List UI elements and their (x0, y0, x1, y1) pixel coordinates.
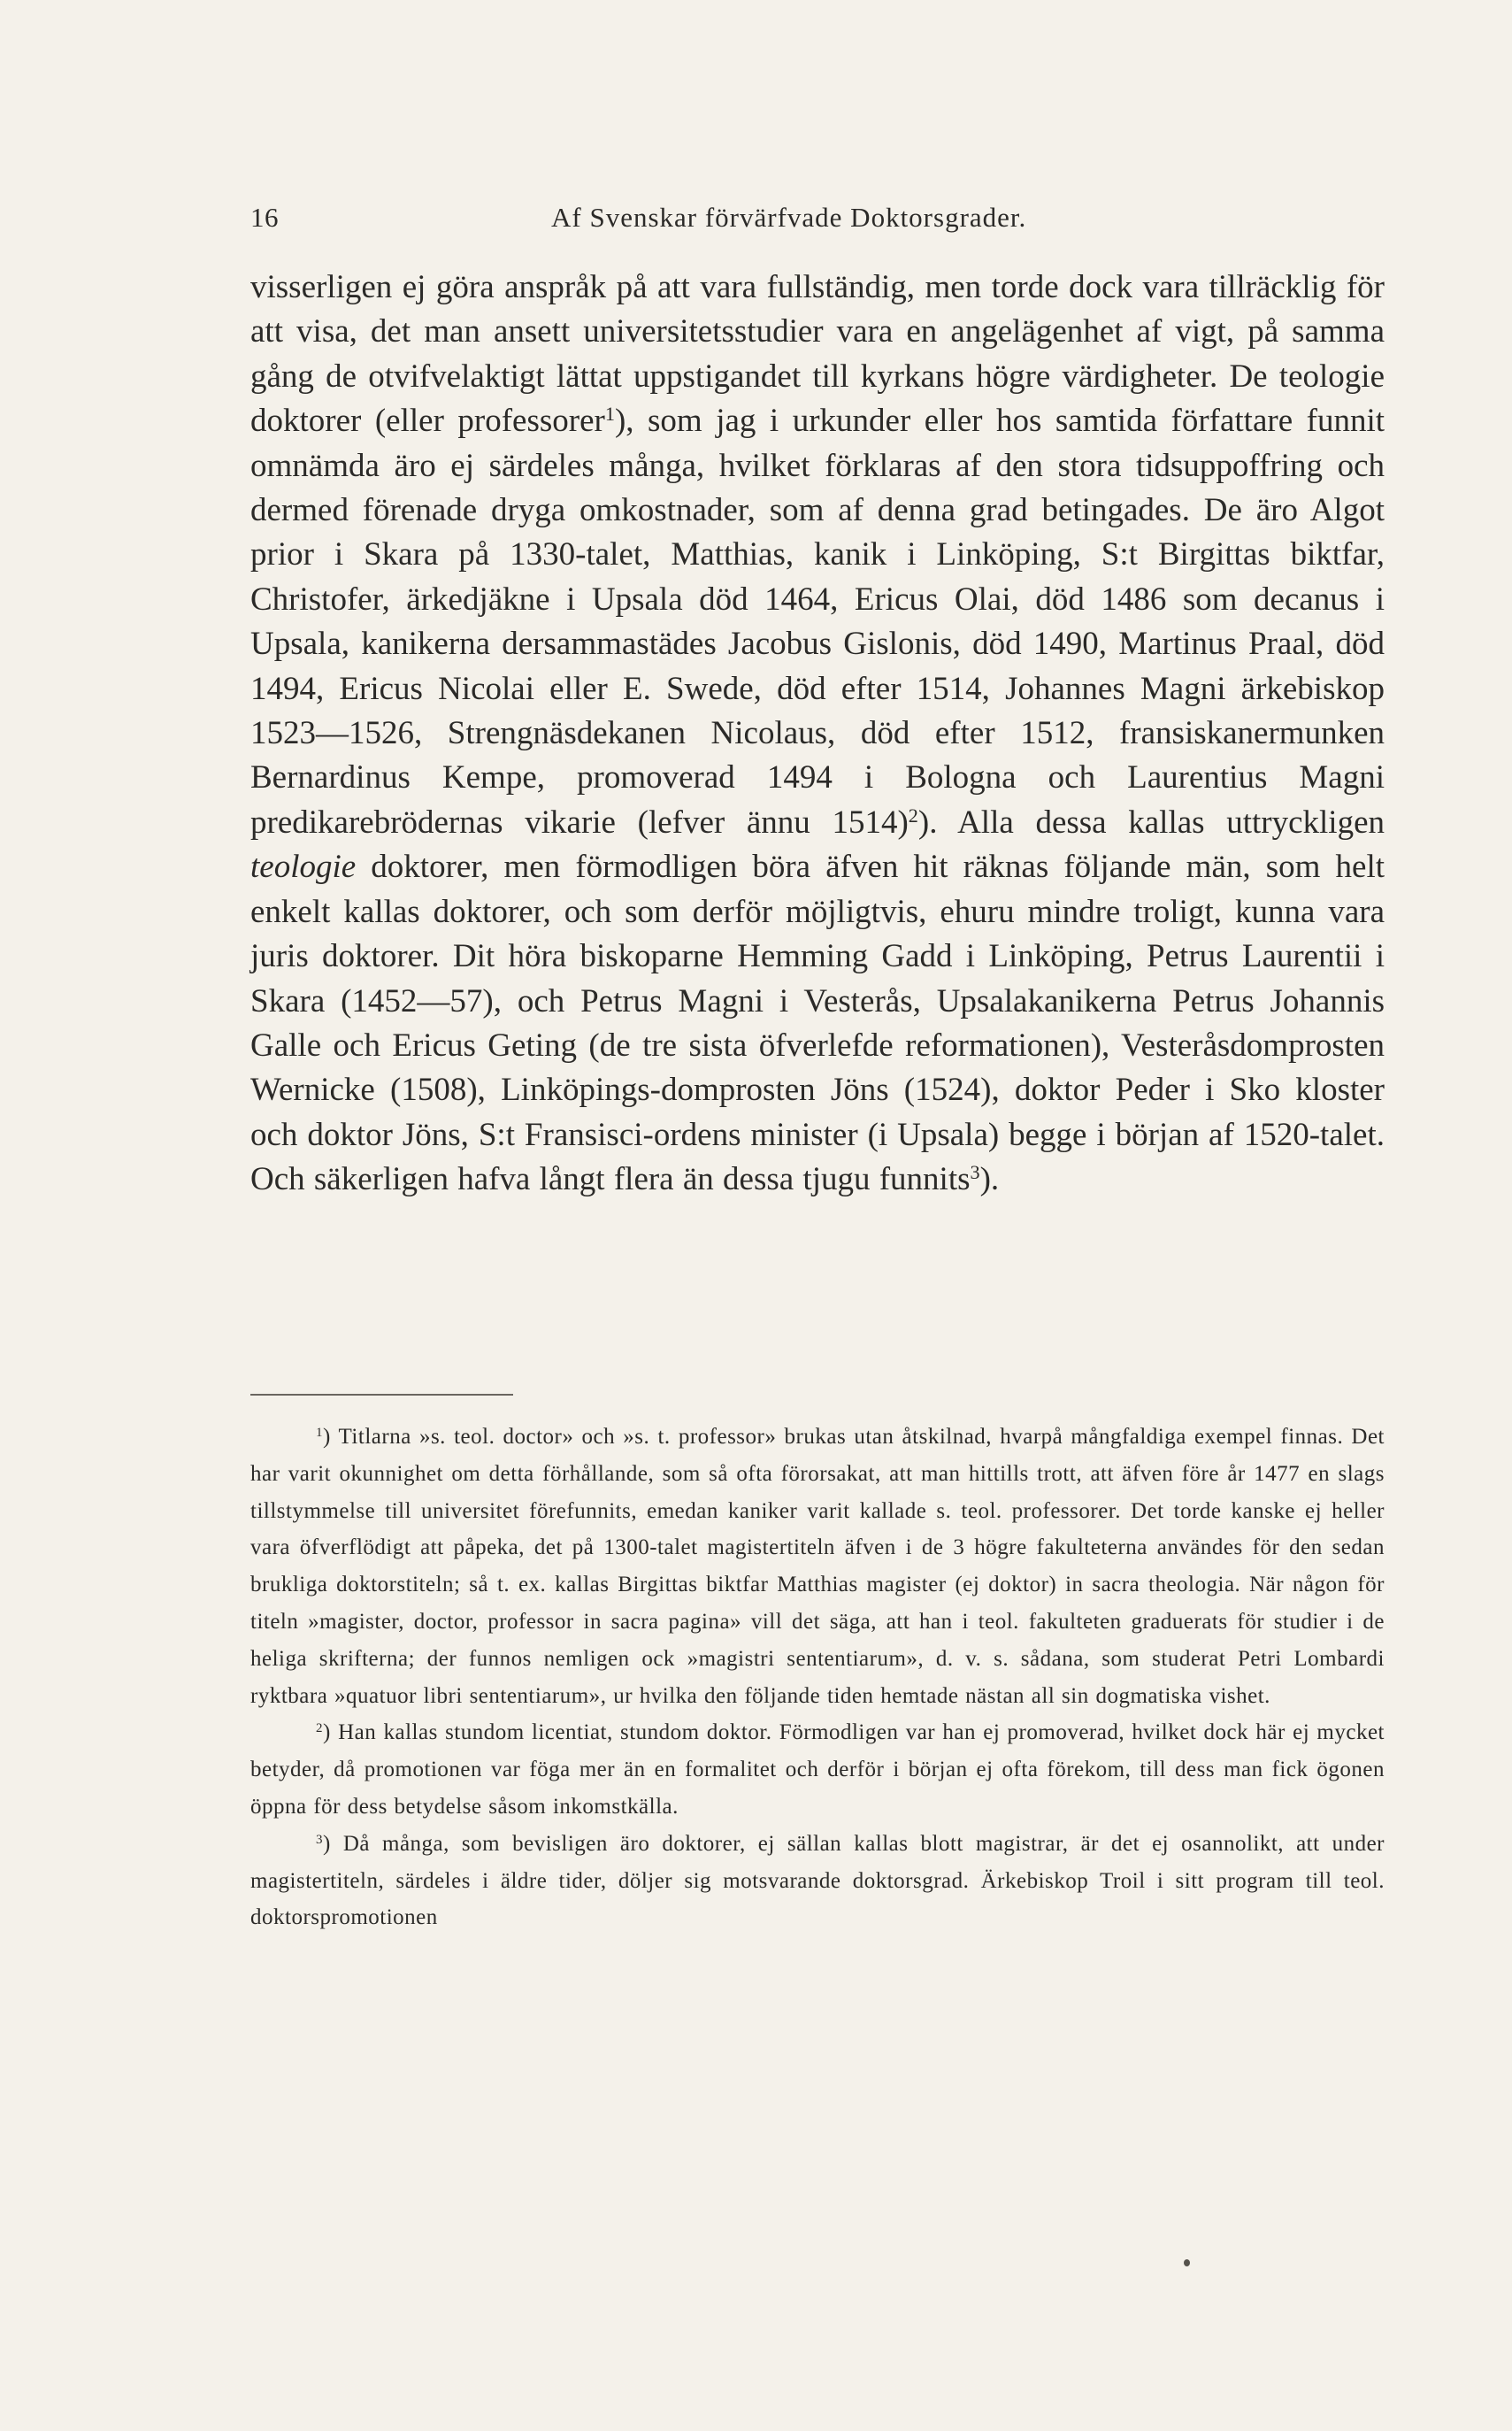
main-text (250, 265, 1385, 1203)
running-head (250, 202, 1365, 237)
footnote-ref-2: 2 (908, 804, 918, 827)
footnote-marker: 2 (316, 1721, 323, 1736)
main-text-part-4: doktorer, men förmodligen böra äfven hit räknas följande män, som helt enkelt kallas doktorer, och som derför möjligtvis, ehuru mindre troligt, kunna vara juris doktorer. Dit höra biskoparne Hemming Gadd i Linköping, Petrus Laurentii i Skara (1452—57), och Petrus Magni i Vesterås, Upsalakanikerna Petrus Johannis Galle och Ericus Geting (de tre sista öfverlefde reformationen), Vesteråsdomprosten Wernicke (1508), Linköpings-domprosten Jöns (1524), doktor Peder i Sko kloster och doktor Jöns, S:t Fransisci-ordens minister (i Upsala) begge i början af 1520-talet. Och säkerligen hafva långt flera än dessa tjugu funnits (250, 849, 1385, 1198)
main-text-part-5: ). (979, 1161, 1000, 1198)
footnote-2 (250, 1714, 1385, 1825)
main-text-part-3: ). Alla dessa kallas uttryckligen (917, 804, 1385, 841)
main-text-part-1: visserligen ej göra anspråk på att vara fullständig, men torde dock vara tillräcklig för att visa, det man ansett universitetsstudier vara en angelägenhet af vigt, på samma gång de otvifvelaktigt lättat uppstigandet till kyrkans högre värdigheter. De teologie doktorer (eller professorer (250, 269, 1385, 440)
footnote-marker: 3 (316, 1832, 323, 1847)
running-title: Af Svenskar förvärfvade Doktorsgrader. (551, 202, 1027, 233)
main-paragraph (250, 265, 1385, 1203)
footnote-text: ) Då många, som bevisligen äro doktorer, ej sällan kallas blott magistrar, är det ej osannolikt, att under magistertiteln, särdeles i äldre tider, döljer sig motsvarande doktorsgrad. Ärkebiskop Troil i sitt program till teol. doktorspromotionen (250, 1831, 1385, 1930)
footnote-1 (250, 1419, 1385, 1714)
ink-speck (1184, 2259, 1190, 2266)
footnote-3 (250, 1826, 1385, 1936)
main-text-part-2: ), som jag i urkunder eller hos samtida författare funnit omnämda äro ej särdeles många, hvilket förklaras af den stora tidsuppoffring och dermed förenade dryga omkostnader, som af denna grad betingades. De äro Algot prior i Skara på 1330-talet, Matthias, kanik i Linköping, S:t Birgittas biktfar, Christofer, ärkedjäkne i Upsala död 1464, Ericus Olai, död 1486 som decanus i Upsala, kanikerna dersammastädes Jacobus Gislonis, död 1490, Martinus Praal, död 1494, Ericus Nicolai eller E. Swede, död efter 1514, Johannes Magni ärkebiskop 1523—1526, Strengnäsdekanen Nicolaus, död efter 1512, fransiskanermunken Bernardinus Kempe, promoverad 1494 i Bologna och Laurentius Magni predikarebrödernas vikarie (lefver ännu 1514) (250, 403, 1385, 841)
footnote-ref-3: 3 (970, 1160, 980, 1183)
footnote-marker: 1 (316, 1425, 323, 1440)
footnote-separator (250, 1394, 513, 1396)
page-number: 16 (250, 202, 279, 233)
italic-word: teologie (250, 849, 357, 886)
footnote-ref-1: 1 (604, 403, 615, 426)
footnotes (250, 1419, 1385, 1936)
footnote-text: ) Han kallas stundom licentiat, stundom doktor. Förmodligen var han ej promoverad, hvilket dock här ej mycket betyder, då promotionen var föga mer än en formalitet och derför i början ej ofta förekom, till dess man fick ögonen öppna för dess betydelse såsom inkomstkälla. (250, 1720, 1385, 1819)
footnote-text: ) Titlarna »s. teol. doctor» och »s. t. professor» brukas utan åtskilnad, hvarpå mångfaldiga exempel finnas. Det har varit okunnighet om detta förhållande, som så ofta förorsakat, att man hittills trott, att äfven före år 1477 en slags tillstymmelse till universitet förefunnits, emedan kaniker varit kallade s. teol. professorer. Det torde kanske ej heller vara öfverflödigt att påpeka, det på 1300-talet magistertiteln äfven i de 3 högre fakulteterna användes för den sedan brukliga doktorstiteln; så t. ex. kallas Birgittas biktfar Matthias magister (ej doktor) in sacra theologia. När någon för titeln »magister, doctor, professor in sacra pagina» vill det säga, att han i teol. fakulteten graduerats för studier i de heliga skrifterna; der funnos nemligen ock »magistri sententiarum», d. v. s. sådana, som studerat Petri Lombardi ryktbara »quatuor libri sententiarum», ur hvilka den följande tiden hemtade nästan all sin dogmatiska vishet. (250, 1425, 1385, 1708)
